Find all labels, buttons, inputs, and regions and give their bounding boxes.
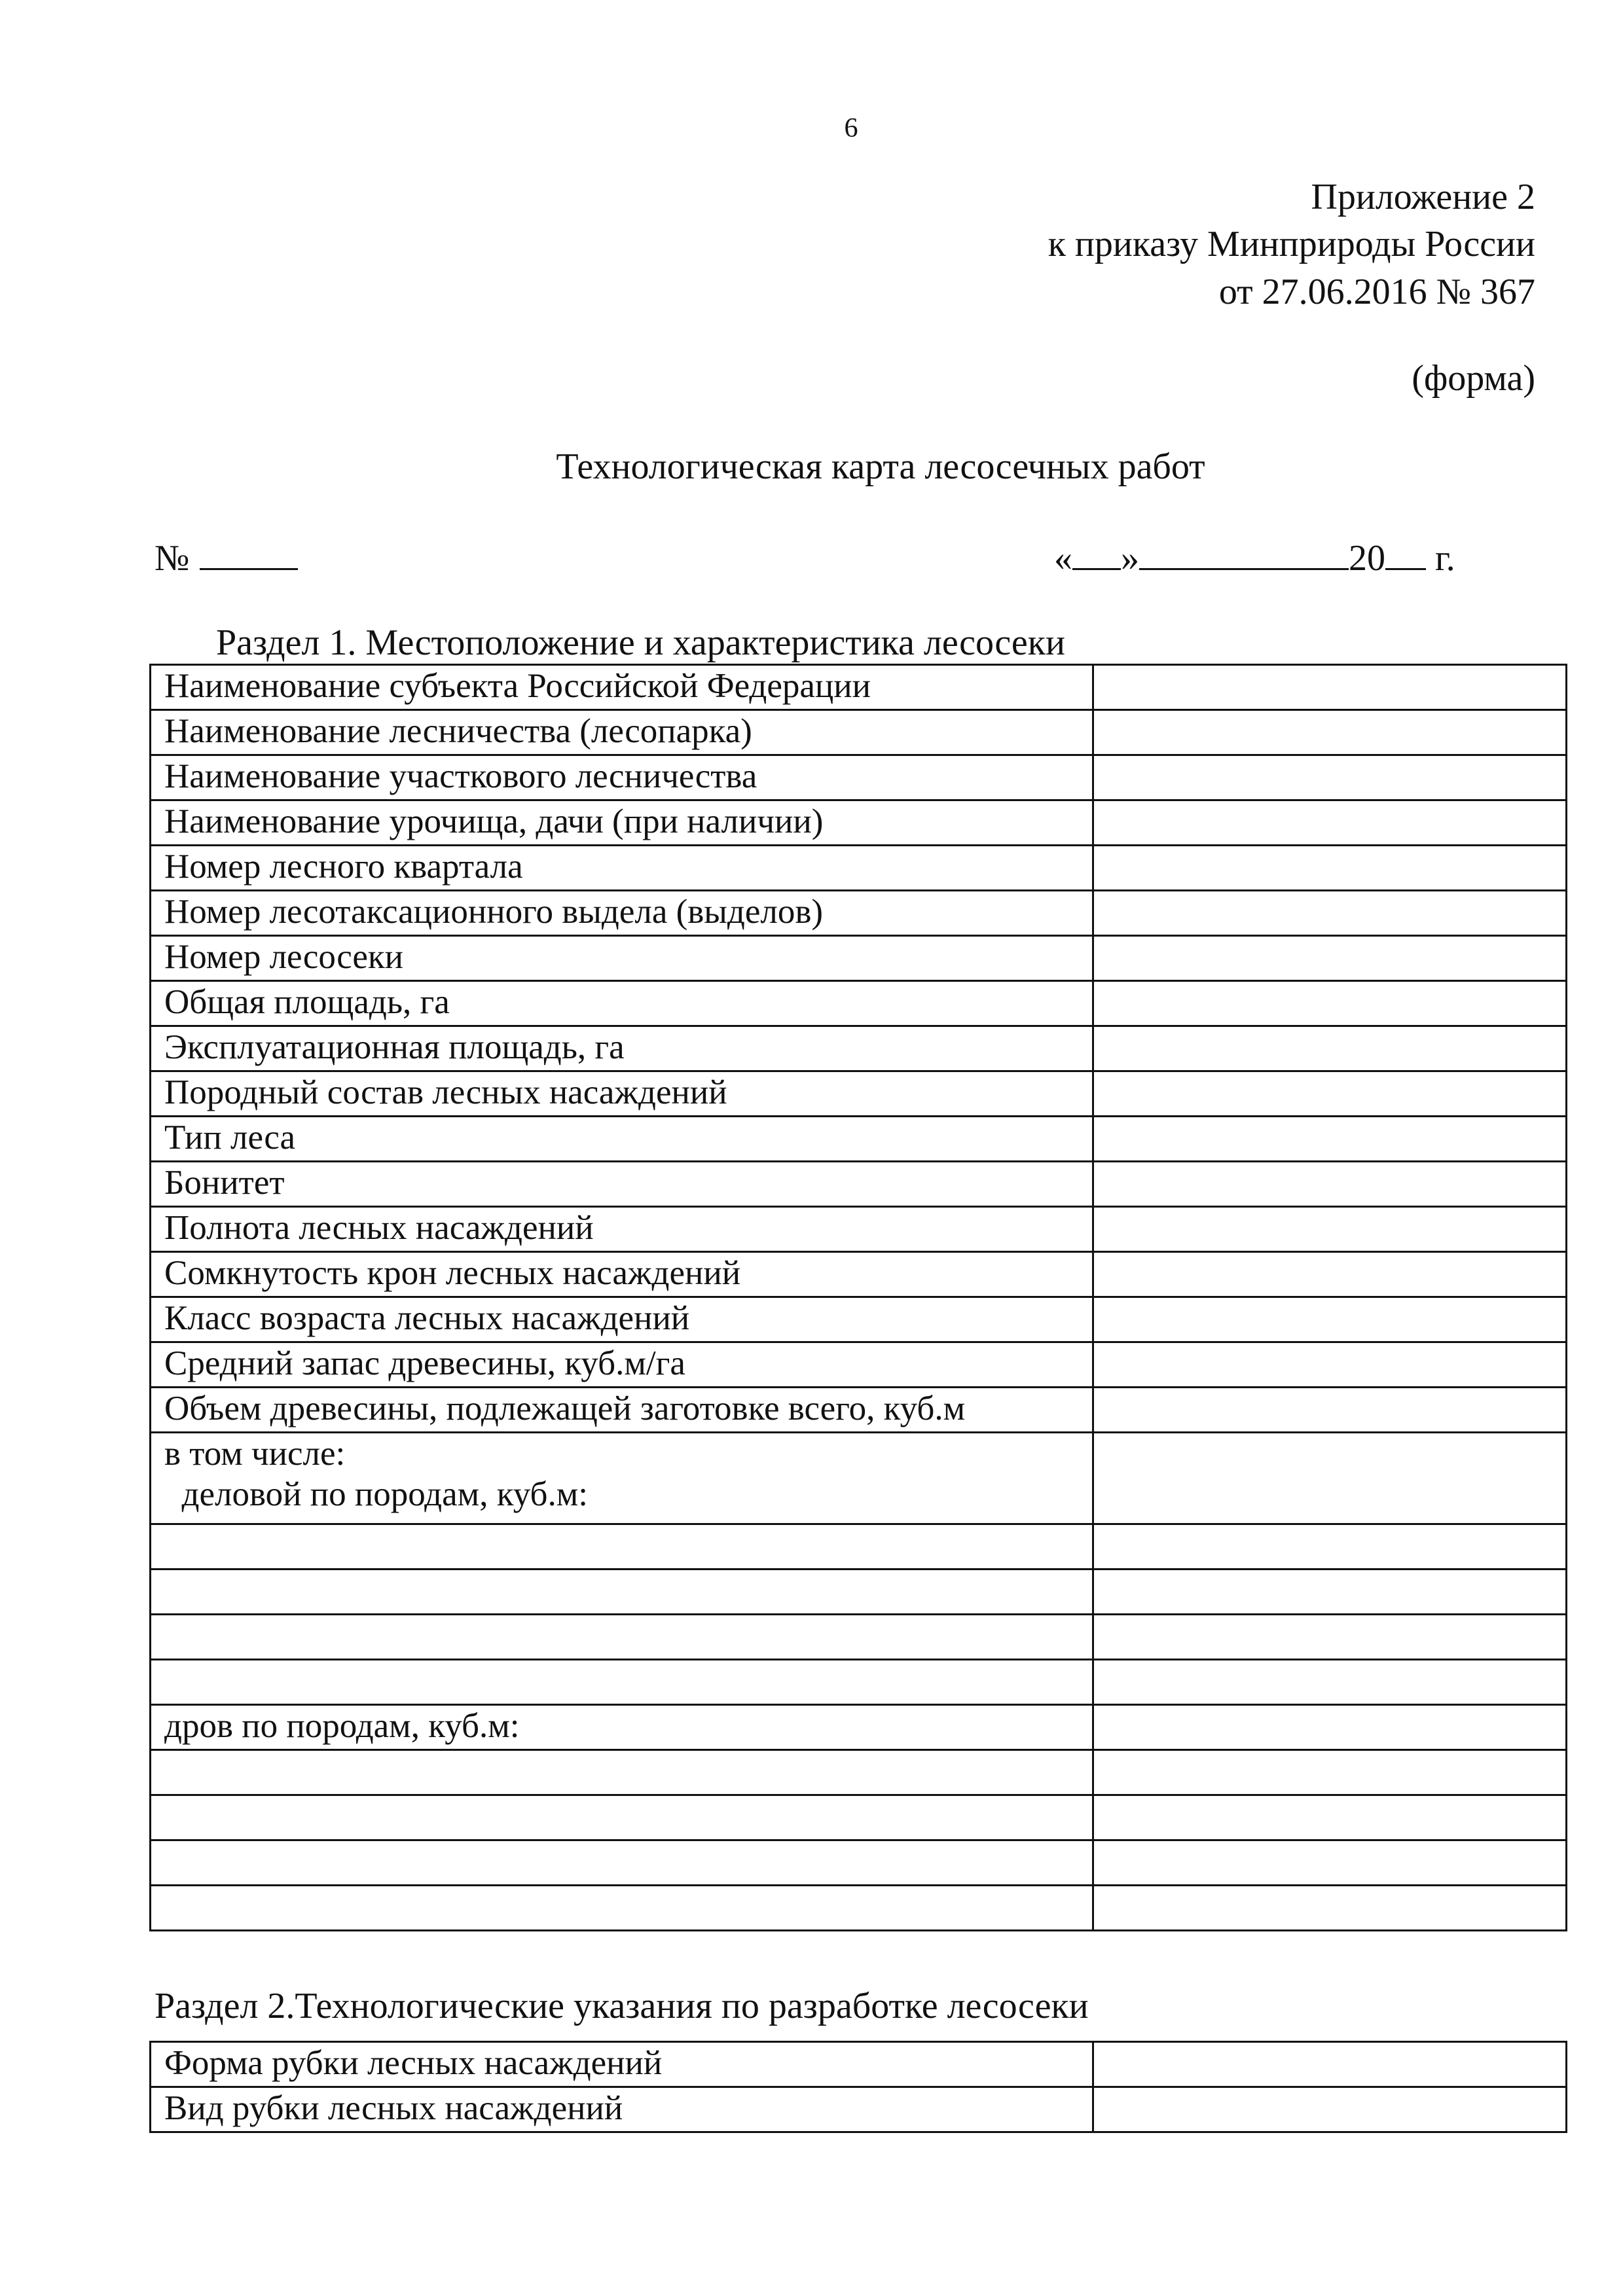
table-row xyxy=(151,800,1567,846)
row-label: Наименование субъекта Российской Федерации xyxy=(151,665,1093,710)
row-label: Бонитет xyxy=(151,1162,1093,1207)
value-cell[interactable] xyxy=(1093,1162,1567,1207)
value-cell[interactable] xyxy=(1093,2042,1567,2087)
row-label: Номер лесосеки xyxy=(151,936,1093,981)
row-label: Класс возраста лесных насаждений xyxy=(151,1297,1093,1342)
row-label xyxy=(151,1750,1093,1795)
value-cell[interactable] xyxy=(1093,1570,1567,1615)
row-label: Номер лесного квартала xyxy=(151,846,1093,891)
row-label: Наименование лесничества (лесопарка) xyxy=(151,710,1093,755)
day-blank[interactable] xyxy=(1072,535,1121,570)
section1-table xyxy=(149,664,1567,1931)
table-row xyxy=(151,1117,1567,1162)
table-row xyxy=(151,1342,1567,1388)
order-date-number: от 27.06.2016 № 367 xyxy=(1218,272,1535,312)
row-label: Сомкнутость крон лесных насаждений xyxy=(151,1252,1093,1297)
date-close-quote: » xyxy=(1121,538,1139,579)
value-cell[interactable] xyxy=(1093,2087,1567,2132)
table-row xyxy=(151,1071,1567,1117)
row-label: Наименование участкового лесничества xyxy=(151,755,1093,800)
row-label xyxy=(151,1660,1093,1705)
table-row xyxy=(151,1388,1567,1433)
value-cell[interactable] xyxy=(1093,665,1567,710)
number-field xyxy=(155,535,298,579)
value-cell[interactable] xyxy=(1093,1388,1567,1433)
value-cell[interactable] xyxy=(1093,936,1567,981)
year-blank[interactable] xyxy=(1385,535,1426,570)
value-cell[interactable] xyxy=(1093,1342,1567,1388)
row-label xyxy=(151,1886,1093,1931)
value-cell[interactable] xyxy=(1093,1071,1567,1117)
document-title: Технологическая карта лесосечных работ xyxy=(556,446,1205,487)
value-cell[interactable] xyxy=(1093,1886,1567,1931)
table-row xyxy=(151,1162,1567,1207)
value-cell[interactable] xyxy=(1093,1252,1567,1297)
table-row xyxy=(151,710,1567,755)
row-label xyxy=(151,1795,1093,1840)
date-field xyxy=(1054,535,1455,579)
page-number: 6 xyxy=(844,113,858,143)
table-row xyxy=(151,1660,1567,1705)
number-sign: № xyxy=(155,538,190,579)
table-row xyxy=(151,1297,1567,1342)
value-cell[interactable] xyxy=(1093,1750,1567,1795)
table-row xyxy=(151,1615,1567,1660)
value-cell[interactable] xyxy=(1093,1705,1567,1750)
table-row xyxy=(151,981,1567,1026)
value-cell[interactable] xyxy=(1093,1207,1567,1252)
row-label: дров по породам, куб.м: xyxy=(151,1705,1093,1750)
value-cell[interactable] xyxy=(1093,710,1567,755)
table-row xyxy=(151,1252,1567,1297)
row-label xyxy=(151,1524,1093,1570)
value-cell[interactable] xyxy=(1093,1840,1567,1886)
table-row xyxy=(151,2087,1567,2132)
table-row xyxy=(151,1886,1567,1931)
table-row xyxy=(151,665,1567,710)
value-cell[interactable] xyxy=(1093,755,1567,800)
row-label: Породный состав лесных насаждений xyxy=(151,1071,1093,1117)
year-suffix: г. xyxy=(1435,538,1455,579)
table-row xyxy=(151,936,1567,981)
value-cell[interactable] xyxy=(1093,891,1567,936)
section2-heading: Раздел 2.Технологические указания по разработке лесосеки xyxy=(155,1986,1089,2026)
table-row xyxy=(151,1433,1567,1524)
year-prefix: 20 xyxy=(1349,538,1385,579)
table-row xyxy=(151,1705,1567,1750)
table-row xyxy=(151,1750,1567,1795)
row-label xyxy=(151,1615,1093,1660)
value-cell[interactable] xyxy=(1093,1026,1567,1071)
table-row xyxy=(151,1570,1567,1615)
including-label: в том числе: xyxy=(164,1435,346,1473)
value-cell[interactable] xyxy=(1093,1297,1567,1342)
table-row xyxy=(151,1524,1567,1570)
value-cell[interactable] xyxy=(1093,981,1567,1026)
row-label: Средний запас древесины, куб.м/га xyxy=(151,1342,1093,1388)
row-label: Наименование урочища, дачи (при наличии) xyxy=(151,800,1093,846)
row-label: Вид рубки лесных насаждений xyxy=(151,2087,1093,2132)
form-label: (форма) xyxy=(1412,358,1535,399)
section2-table xyxy=(149,2041,1567,2133)
row-label: Номер лесотаксационного выдела (выделов) xyxy=(151,891,1093,936)
row-label: Общая площадь, га xyxy=(151,981,1093,1026)
table-row xyxy=(151,2042,1567,2087)
row-label: Форма рубки лесных насаждений xyxy=(151,2042,1093,2087)
table-row xyxy=(151,1795,1567,1840)
row-label: Полнота лесных насаждений xyxy=(151,1207,1093,1252)
table-row xyxy=(151,1840,1567,1886)
table-row xyxy=(151,1207,1567,1252)
value-cell[interactable] xyxy=(1093,1117,1567,1162)
number-blank[interactable] xyxy=(200,535,298,570)
value-cell[interactable] xyxy=(1093,1795,1567,1840)
value-cell[interactable] xyxy=(1093,1524,1567,1570)
order-reference: к приказу Минприроды России xyxy=(1048,224,1535,264)
row-label xyxy=(151,1840,1093,1886)
table-row xyxy=(151,891,1567,936)
value-cell[interactable] xyxy=(1093,1433,1567,1524)
month-blank[interactable] xyxy=(1139,535,1349,570)
row-label: Объем древесины, подлежащей заготовке всего, куб.м xyxy=(151,1388,1093,1433)
row-label xyxy=(151,1570,1093,1615)
table-row xyxy=(151,755,1567,800)
value-cell[interactable] xyxy=(1093,846,1567,891)
table-row xyxy=(151,1026,1567,1071)
row-label-including xyxy=(151,1433,1093,1524)
value-cell[interactable] xyxy=(1093,800,1567,846)
section1-heading: Раздел 1. Местоположение и характеристика лесосеки xyxy=(216,622,1065,663)
appendix-label: Приложение 2 xyxy=(1311,177,1535,217)
row-label: Тип леса xyxy=(151,1117,1093,1162)
row-label: Эксплуатационная площадь, га xyxy=(151,1026,1093,1071)
value-cell[interactable] xyxy=(1093,1660,1567,1705)
date-open-quote: « xyxy=(1054,538,1072,579)
value-cell[interactable] xyxy=(1093,1615,1567,1660)
table-row xyxy=(151,846,1567,891)
business-wood-label: деловой по породам, куб.м: xyxy=(164,1475,588,1513)
